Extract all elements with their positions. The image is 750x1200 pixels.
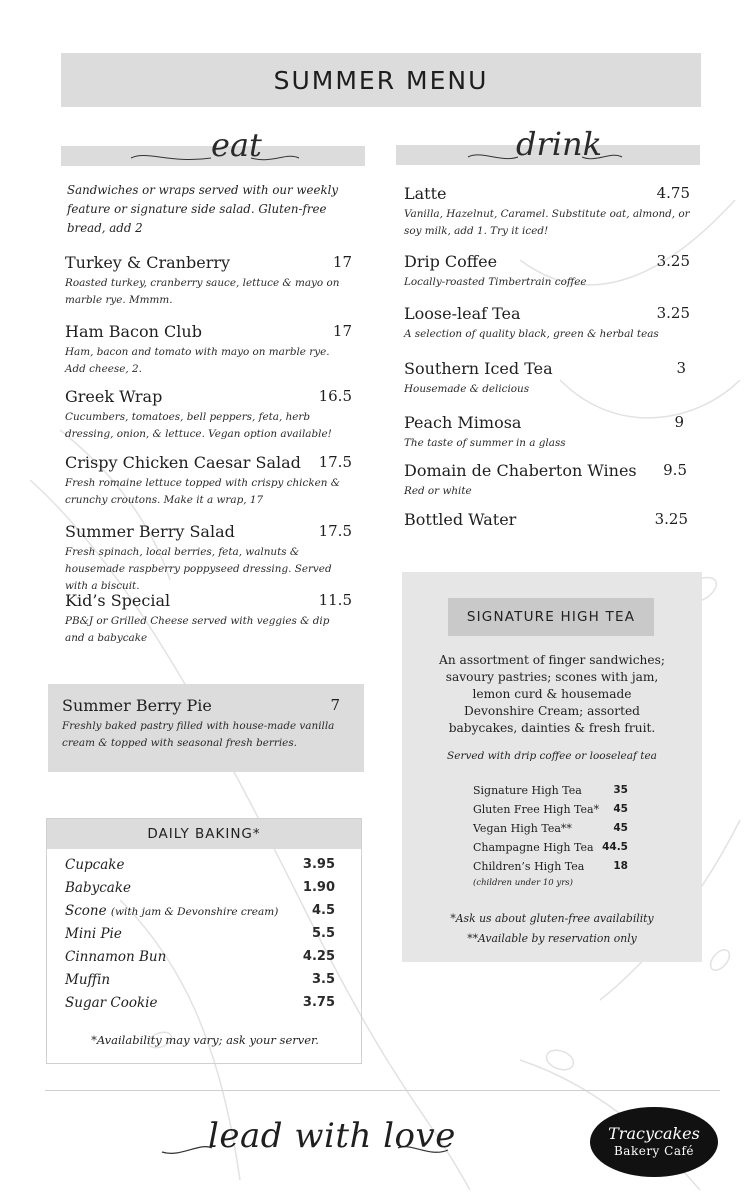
item-name: Loose-leaf Tea [404,304,521,323]
item-price: 16.5 [318,387,352,405]
high-tea-served-note: Served with drip coffee or looseleaf tea [447,750,657,762]
baking-item-name: Sugar Cookie [65,995,158,1011]
bakery-logo [590,1107,718,1177]
high-tea-heading: SIGNATURE HIGH TEA [448,598,654,636]
baking-item-price: 3.75 [302,995,335,1010]
daily-baking-box [46,818,362,1064]
drink-heading: drink [516,125,603,163]
menu-item [65,453,352,509]
item-price: 3.25 [656,252,690,270]
tea-item-price: 18 [613,860,628,872]
item-name: Crispy Chicken Caesar Salad [65,453,301,472]
list-item [473,860,628,873]
eat-section-header [61,126,365,166]
item-description: The taste of summer in a glass [404,437,566,449]
menu-item [65,591,352,647]
menu-item [404,461,687,500]
menu-item [65,387,352,443]
menu-item [404,252,690,291]
tea-item-name: Children’s High Tea [473,860,585,873]
list-item [65,903,335,919]
item-price: 17.5 [318,453,352,471]
tea-item-price: 45 [613,803,628,815]
baking-item-note: (with jam & Devonshire cream) [110,906,279,918]
high-tea-box [402,572,702,962]
item-price: 11.5 [318,591,352,609]
item-name: Greek Wrap [65,387,163,406]
item-description: Fresh romaine lettuce topped with crispy chicken & crunchy croutons. Make it a wrap, 17 [65,477,341,506]
tea-item-price: 44.5 [602,841,628,853]
tagline: lead with love [208,1116,456,1156]
footer-divider [45,1090,720,1091]
baking-item-price: 1.90 [302,880,335,895]
list-item [65,857,335,873]
item-price: 3 [676,359,686,377]
item-name: Domain de Chaberton Wines [404,461,637,480]
item-price: 17.5 [318,522,352,540]
menu-item [65,322,352,378]
baking-item-price: 4.25 [302,949,335,964]
tea-item-name: Vegan High Tea** [473,822,572,835]
list-item [65,949,335,965]
item-name: Kid’s Special [65,591,171,610]
high-tea-description: An assortment of finger sandwiches; savoury pastries; scones with jam, lemon curd & housemade Devonshire Cream; assorted babycakes, dainties & fresh fruit. [439,653,665,735]
list-item [473,841,628,854]
logo-subtitle: Bakery Café [613,1144,695,1158]
item-description: Ham, bacon and tomato with mayo on marble rye. Add cheese, 2. [65,346,330,375]
reservation-note: **Available by reservation only [467,932,637,945]
menu-item [404,304,690,343]
item-name: Latte [404,184,447,203]
item-price: 9 [674,413,684,431]
item-name: Turkey & Cranberry [65,253,231,272]
menu-item [65,522,352,595]
tea-item-name: Signature High Tea [473,784,582,797]
list-item [473,784,628,797]
daily-baking-heading: DAILY BAKING* [47,819,361,849]
list-item [65,972,335,988]
baking-item-name: Muffin [65,972,111,988]
item-name: Southern Iced Tea [404,359,553,378]
item-description: PB&J or Grilled Cheese served with veggies & dip and a babycake [65,615,330,644]
item-description: Housemade & delicious [404,383,530,395]
item-name: Ham Bacon Club [65,322,202,341]
children-age-note: (children under 10 yrs) [473,878,573,888]
item-name: Peach Mimosa [404,413,522,432]
baking-item-name: Cupcake [65,857,125,873]
list-item [473,822,628,835]
baking-item-price: 4.5 [311,903,335,918]
list-item [65,880,335,896]
page-title: SUMMER MENU [273,65,489,95]
item-name: Summer Berry Pie [62,696,212,715]
list-item [65,926,335,942]
item-description: Vanilla, Hazelnut, Caramel. Substitute oat, almond, or soy milk, add 1. Try it iced! [404,208,690,237]
eat-heading: eat [211,126,262,164]
item-price: 7 [330,696,340,714]
baking-item-name: Cinnamon Bun [65,949,167,965]
gluten-free-note: *Ask us about gluten-free availability [450,912,654,925]
item-name: Bottled Water [404,510,517,529]
menu-item [404,413,684,452]
title-banner [61,53,701,107]
eat-intro: Sandwiches or wraps served with our weekly feature or signature side salad. Gluten-free bread, add 2 [67,183,339,235]
menu-item [404,359,686,398]
item-description: Red or white [404,485,472,497]
tea-item-name: Gluten Free High Tea* [473,803,600,816]
drink-section-header [396,125,700,165]
tea-item-name: Champagne High Tea [473,841,594,854]
list-item [65,995,335,1011]
item-description: Fresh spinach, local berries, feta, walnuts & housemade raspberry poppyseed dressing. Served with a biscuit. [65,546,332,592]
item-name: Summer Berry Salad [65,522,235,541]
item-price: 3.25 [656,304,690,322]
tea-item-price: 45 [613,822,628,834]
item-description: Roasted turkey, cranberry sauce, lettuce & mayo on marble rye. Mmmm. [65,277,340,306]
baking-item-name: Mini Pie [65,926,122,942]
list-item [473,803,628,816]
item-price: 9.5 [663,461,687,479]
baking-footnote: *Availability may vary; ask your server. [91,1033,319,1047]
baking-item-price: 3.5 [311,972,335,987]
logo-wordmark: Tracycakes [608,1124,700,1143]
menu-item [404,510,688,529]
menu-item [404,184,690,240]
item-price: 3.25 [654,510,688,528]
item-name: Drip Coffee [404,252,498,271]
item-price: 17 [332,322,352,340]
baking-item-name: Babycake [65,880,132,896]
item-description: Locally-roasted Timbertrain coffee [404,276,587,288]
baking-item-name: Scone [65,903,107,919]
item-price: 4.75 [656,184,690,202]
baking-item-price: 5.5 [311,926,335,941]
menu-item [62,696,340,752]
menu-item [65,253,352,309]
baking-item-price: 3.95 [302,857,335,872]
pie-feature-box [48,684,364,772]
tea-item-price: 35 [613,784,628,796]
item-description: Freshly baked pastry filled with house-made vanilla cream & topped with seasonal fresh berries. [62,720,335,749]
item-description: Cucumbers, tomatoes, bell peppers, feta, herb dressing, onion, & lettuce. Vegan option available! [65,411,332,440]
item-description: A selection of quality black, green & herbal teas [404,328,659,340]
item-price: 17 [332,253,352,271]
